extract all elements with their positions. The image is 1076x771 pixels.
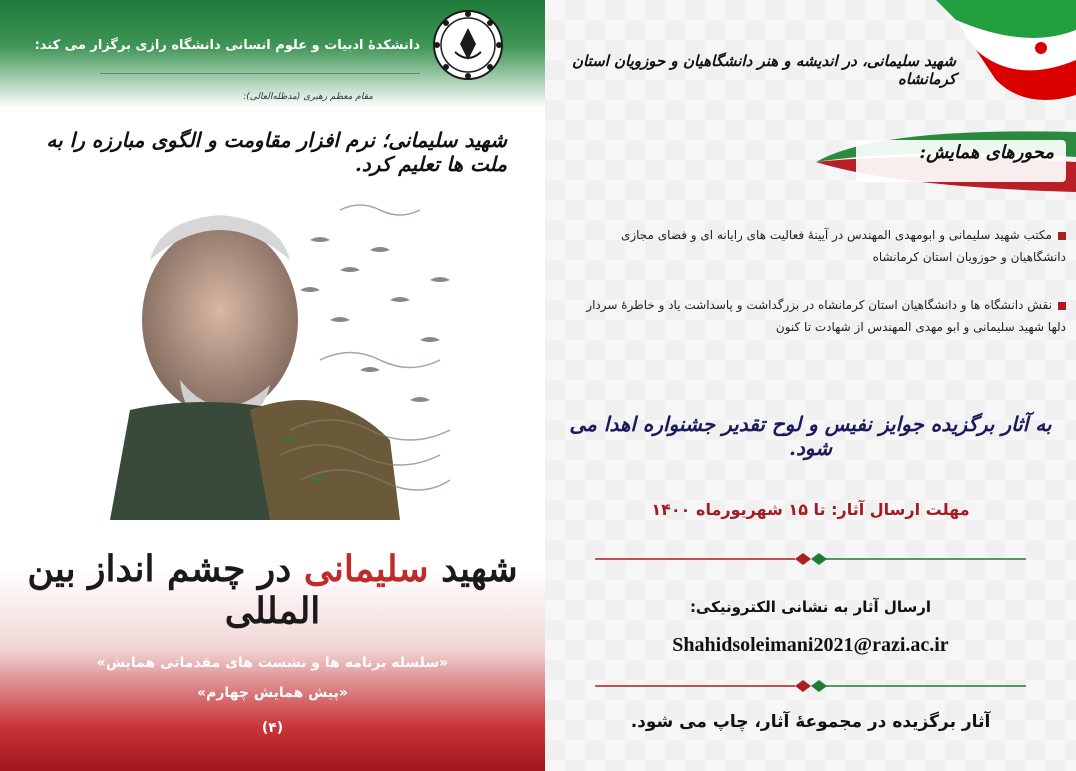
bullet-square-icon — [1058, 232, 1066, 240]
university-logo-icon — [431, 8, 505, 82]
portrait-calligraphy-illustration — [70, 180, 490, 520]
submission-email: Shahidsoleimani2021@razi.ac.ir — [672, 634, 949, 656]
publication-notice: آثار برگزیده در مجموعهٔ آثار، چاپ می شود. — [630, 712, 991, 732]
organizer-divider — [100, 73, 420, 74]
title-part-1: شهید — [428, 548, 518, 590]
ornament-divider — [595, 680, 1026, 692]
title-part-2: در چشم انداز بین المللی — [27, 548, 321, 632]
session-number: (۴) — [261, 720, 284, 736]
send-label: ارسال آثار به نشانی الکترونیکی: — [689, 598, 932, 616]
axis-item — [576, 294, 1066, 338]
iran-flag-icon — [936, 0, 1076, 120]
submission-deadline: مهلت ارسال آثار: تا ۱۵ شهریورماه ۱۴۰۰ — [651, 500, 970, 519]
series-subtitle: «سلسله برنامه ها و نشست های مقدماتی همایش» — [96, 655, 449, 671]
axis-item — [576, 224, 1066, 268]
pre-conference-label: «پیش همایش چهارم» — [197, 685, 348, 701]
info-panel — [545, 0, 1076, 771]
bullet-square-icon — [1058, 302, 1066, 310]
ornament-divider — [595, 553, 1026, 565]
axis-item-text: نقش دانشگاه ها و دانشگاهیان استان کرمانشاه در بزرگداشت و پاسداشت یاد و خاطرهٔ سردار دلها شهید سلیمانی و ابو مهدی المهندس از شهادت تا کنون — [586, 298, 1066, 334]
title-highlight: سلیمانی — [303, 548, 429, 590]
axes-title: محورهای همایش: — [919, 142, 1054, 163]
conference-header: شهید سلیمانی، در اندیشه و هنر دانشگاهیان و حوزویان استان کرمانشاه — [571, 52, 956, 88]
quote-credit: مقام معظم رهبری (مدظله‌العالی): — [243, 92, 373, 102]
organizer-line: دانشکدهٔ ادبیات و علوم انسانی دانشگاه رازی برگزار می کند: — [34, 38, 420, 53]
axis-item-text: مکتب شهید سلیمانی و ابومهدی المهندس در آیینهٔ فعالیت های رایانه ای و فضای مجازی دانشگاهیان و حوزویان استان کرمانشاه — [620, 228, 1066, 264]
poster-title — [0, 548, 545, 632]
leader-quote: شهید سلیمانی؛ نرم افزار مقاومت و الگوی مبارزه را به ملت ها تعلیم کرد. — [46, 128, 507, 176]
award-notice: به آثار برگزیده جوایز نفیس و لوح تقدیر جشنواره اهدا می شود. — [569, 412, 1052, 460]
